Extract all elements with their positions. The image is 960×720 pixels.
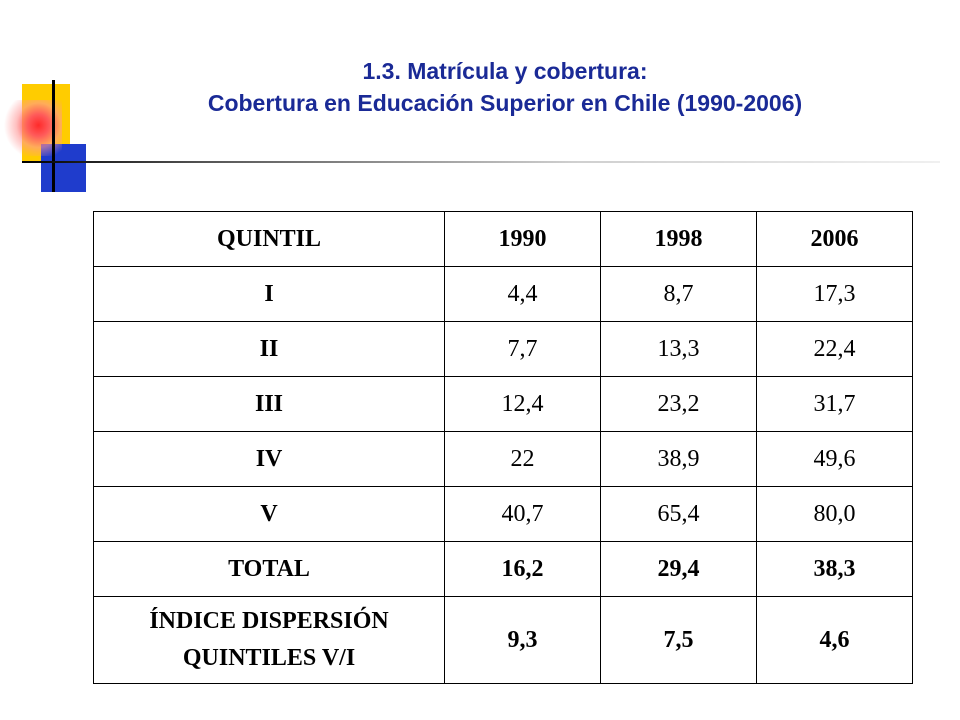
row-label: TOTAL: [94, 542, 445, 597]
table-row: [94, 487, 913, 542]
cell-1998: 13,3: [601, 322, 757, 377]
title-line-1: 1.3. Matrícula y cobertura:: [362, 58, 648, 84]
cell-2006: 80,0: [756, 487, 912, 542]
table-row: [94, 267, 913, 322]
cell-1998: 7,5: [601, 597, 757, 684]
index-label-line-2: QUINTILES V/I: [182, 645, 356, 671]
cell-2006: 31,7: [756, 377, 912, 432]
table-row: [94, 322, 913, 377]
table-row-index: [94, 597, 913, 684]
row-label: III: [94, 377, 445, 432]
cell-1998: 8,7: [601, 267, 757, 322]
cell-2006: 49,6: [756, 432, 912, 487]
cell-1998: 65,4: [601, 487, 757, 542]
cell-1990: 22: [445, 432, 601, 487]
cell-1998: 23,2: [601, 377, 757, 432]
row-label: I: [94, 267, 445, 322]
cell-1990: 9,3: [445, 597, 601, 684]
cell-1998: 38,9: [601, 432, 757, 487]
index-row-label: [94, 597, 445, 684]
cell-1990: 7,7: [445, 322, 601, 377]
header-quintil: QUINTIL: [94, 212, 445, 267]
index-label-line-1: ÍNDICE DISPERSIÓN: [149, 608, 389, 634]
header-1990: 1990: [445, 212, 601, 267]
cell-1990: 12,4: [445, 377, 601, 432]
cell-1998: 29,4: [601, 542, 757, 597]
table-row-total: [94, 542, 913, 597]
cell-2006: 38,3: [756, 542, 912, 597]
title-underline: [22, 161, 940, 163]
table-row: [94, 377, 913, 432]
table-row: [94, 432, 913, 487]
row-label: II: [94, 322, 445, 377]
coverage-table: [93, 211, 913, 684]
cell-1990: 40,7: [445, 487, 601, 542]
cell-2006: 22,4: [756, 322, 912, 377]
row-label: V: [94, 487, 445, 542]
cell-1990: 4,4: [445, 267, 601, 322]
cell-2006: 17,3: [756, 267, 912, 322]
row-label: IV: [94, 432, 445, 487]
header-2006: 2006: [756, 212, 912, 267]
title-line-2: Cobertura en Educación Superior en Chile (1990-2006): [207, 90, 803, 116]
table-header-row: [94, 212, 913, 267]
header-1998: 1998: [601, 212, 757, 267]
cell-2006: 4,6: [756, 597, 912, 684]
cell-1990: 16,2: [445, 542, 601, 597]
slide-title: [0, 55, 960, 119]
